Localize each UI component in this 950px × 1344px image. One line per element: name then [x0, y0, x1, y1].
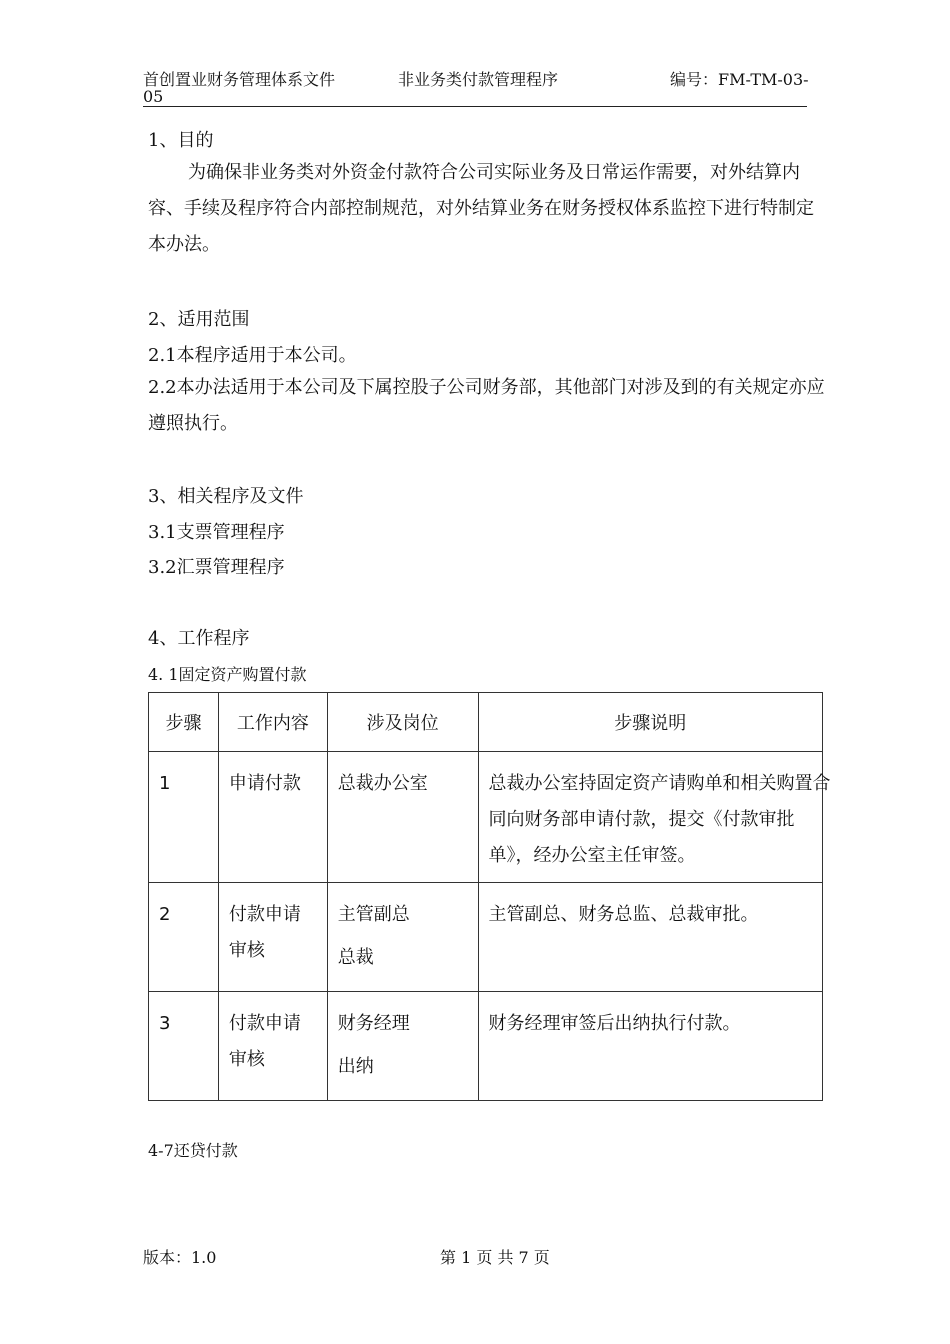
header-doc-system: 首创置业财务管理体系文件	[143, 70, 336, 89]
section-2-title: 2、适用范围	[148, 309, 250, 330]
section-3-1: 3.1支票管理程序	[148, 522, 285, 543]
post-primary: 主管副总	[337, 904, 410, 925]
header-rule	[143, 106, 807, 107]
post-secondary: 总裁	[337, 947, 374, 968]
row-content	[218, 752, 327, 883]
procedure-table	[148, 692, 831, 1101]
step-number: 1	[159, 773, 171, 794]
header-step: 步骤	[149, 693, 219, 752]
section-1-title: 1、目的	[148, 130, 214, 151]
table-row	[149, 992, 823, 1101]
section-4-7: 4-7还贷付款	[148, 1141, 238, 1160]
post-primary: 财务经理	[337, 1013, 410, 1034]
section-4-1: 4. 1固定资产购置付款	[148, 665, 307, 684]
section-4-title: 4、工作程序	[148, 628, 250, 649]
step-description: 财务经理审签后出纳执行付款。	[488, 1013, 741, 1034]
row-post	[327, 883, 478, 992]
post-primary: 总裁办公室	[337, 773, 428, 794]
header-doc-number-cont: 05	[143, 87, 164, 106]
step-description: 总裁办公室持固定资产请购单和相关购置合同向财务部申请付款，提交《付款审批单》，经办公室主任审签。	[488, 773, 831, 866]
section-2-2: 2.2本办法适用于本公司及下属控股子公司财务部，其他部门对涉及到的有关规定亦应遵照执行。	[148, 377, 825, 434]
header-doc-number: 编号：FM-TM-03-	[670, 70, 809, 89]
table-row	[149, 883, 823, 992]
row-description	[478, 752, 831, 883]
header-content: 工作内容	[218, 693, 327, 752]
row-content	[218, 883, 327, 992]
step-description: 主管副总、财务总监、总裁审批。	[488, 904, 759, 925]
row-post	[327, 752, 478, 883]
footer-version: 版本：1.0	[143, 1248, 217, 1267]
work-content: 申请付款	[228, 773, 301, 794]
section-2-1: 2.1本程序适用于本公司。	[148, 345, 357, 366]
section-3-title: 3、相关程序及文件	[148, 486, 304, 507]
step-number: 3	[159, 1013, 171, 1034]
header-doc-title: 非业务类付款管理程序	[398, 70, 559, 89]
work-content: 付款申请审核	[228, 1013, 301, 1070]
row-description	[478, 992, 822, 1101]
header-description: 步骤说明	[478, 693, 822, 752]
row-step	[149, 992, 219, 1101]
row-content	[218, 992, 327, 1101]
table-row	[149, 752, 823, 883]
row-description	[478, 883, 822, 992]
row-step	[149, 752, 219, 883]
step-number: 2	[159, 904, 171, 925]
post-secondary: 出纳	[337, 1056, 374, 1077]
row-step	[149, 883, 219, 992]
section-1-paragraph: 为确保非业务类对外资金付款符合公司实际业务及日常运作需要，对外结算内容、手续及程序符合内部控制规范，对外结算业务在财务授权体系监控下进行特制定本办法。	[148, 162, 814, 255]
footer-page-number: 第 1 页 共 7 页	[440, 1248, 550, 1267]
header-post: 涉及岗位	[327, 693, 478, 752]
row-post	[327, 992, 478, 1101]
section-3-2: 3.2汇票管理程序	[148, 557, 285, 578]
work-content: 付款申请审核	[228, 904, 301, 961]
table-header-row	[149, 693, 823, 752]
